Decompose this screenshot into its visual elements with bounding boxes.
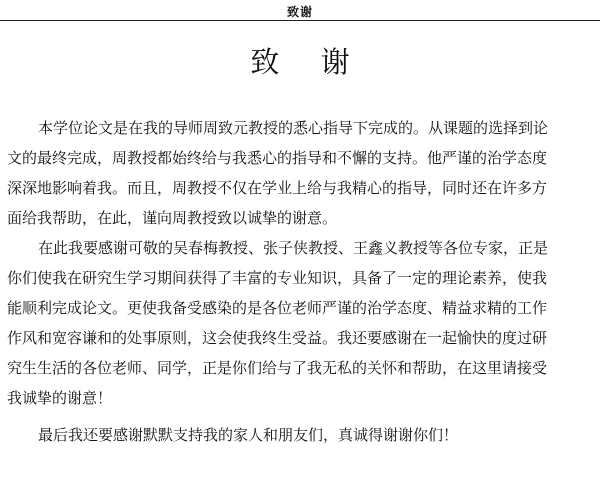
paragraph-2-line-1: 在此我要感谢可敬的吴春梅教授、张子侠教授、王鑫义教授等各位专家，正是 [38,239,549,257]
paragraph-1-line-1: 本学位论文是在我的导师周致元教授的悉心指导下完成的。从课题的选择到论 [38,119,549,137]
paragraph-1-line-2: 文的最终完成，周教授都始终给与我悉心的指导和不懈的支持。他严谨的治学态度 [7,149,548,167]
paragraph-3-line-1: 最后我还要感谢默默支持我的家人和朋友们，真诚得谢谢你们！ [38,426,459,444]
paragraph-2-line-3: 能顺利完成论文。更使我备受感染的是各位老师严谨的治学态度、精益求精的工作 [7,299,548,317]
page-title: 致 谢 [250,45,366,79]
paragraph-2-line-2: 你们使我在研究生学习期间获得了丰富的专业知识，具备了一定的理论素养，使我 [7,269,548,287]
paragraph-2-line-6: 我诚挚的谢意！ [7,389,113,407]
paragraph-2-line-4: 作风和宽容谦和的处事原则，这会使我终生受益。我还要感谢在一起愉快的度过研 [7,329,548,347]
paragraph-1-line-3: 深深地影响着我。而且，周教授不仅在学业上给与我精心的指导，同时还在许多方 [7,179,548,197]
running-header: 致谢 [286,5,313,19]
header-rule [0,20,600,21]
paragraph-1-line-4: 面给我帮助，在此，谨向周教授致以诚挚的谢意。 [7,209,338,227]
paragraph-2-line-5: 究生生活的各位老师、同学，正是你们给与了我无私的关怀和帮助，在这里请接受 [7,359,548,377]
